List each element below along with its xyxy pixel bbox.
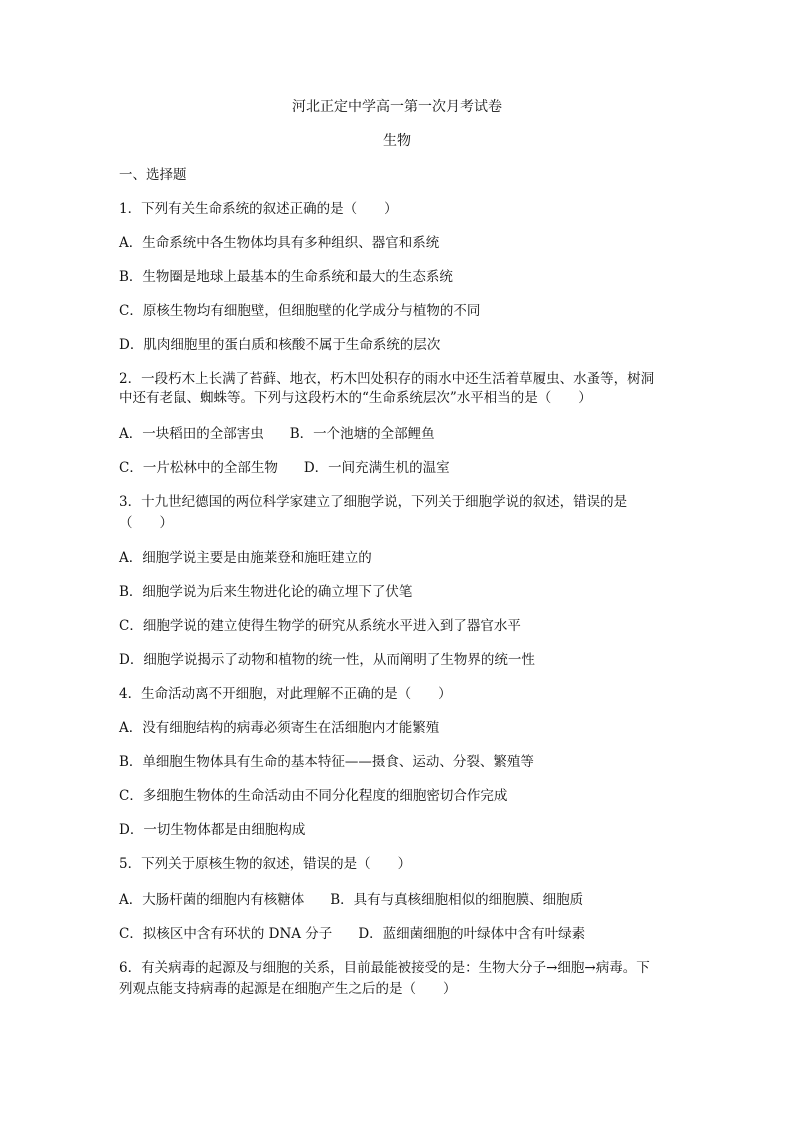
question-2-option-c: C．一片松林中的全部生物 [119, 460, 278, 476]
question-2-option-b: B．一个池塘的全部鲤鱼 [289, 426, 435, 442]
question-1-option-b: B．生物圈是地球上最基本的生命系统和最大的生态系统 [119, 269, 453, 285]
question-1-stem: 1．下列有关生命系统的叙述正确的是（ ） [119, 201, 398, 217]
question-5-option-c: C．拟核区中含有环状的 DNA 分子 [119, 926, 333, 942]
question-1-option-a: A．生命系统中各生物体均具有多种组织、器官和系统 [119, 235, 440, 251]
question-4-option-a: A．没有细胞结构的病毒必须寄生在活细胞内才能繁殖 [119, 720, 440, 736]
subject-title: 生物 [383, 133, 411, 149]
question-6-stem-line-1: 6．有关病毒的起源及与细胞的关系，目前最能被接受的是：生物大分子→细胞→病毒。下 [119, 960, 650, 976]
question-1-option-c: C．原核生物均有细胞壁，但细胞壁的化学成分与植物的不同 [119, 303, 481, 319]
question-3-stem-line-2: （ ） [119, 515, 173, 531]
section-heading: 一、选择题 [119, 167, 187, 183]
question-3-option-c: C．细胞学说的建立使得生物学的研究从系统水平进入到了器官水平 [119, 618, 521, 634]
question-3-option-b: B．细胞学说为后来生物进化论的确立埋下了伏笔 [119, 584, 413, 600]
question-2-option-a: A．一块稻田的全部害虫 [119, 426, 264, 442]
question-2-options-row-1 [119, 425, 679, 443]
question-2-stem-line-2: 中还有老鼠、蜘蛛等。下列与这段朽木的“生命系统层次”水平相当的是（ ） [119, 390, 592, 406]
question-4-option-d: D．一切生物体都是由细胞构成 [119, 822, 306, 838]
question-1-option-d: D．肌肉细胞里的蛋白质和核酸不属于生命系统的层次 [119, 337, 441, 353]
question-3-option-d: D．细胞学说揭示了动物和植物的统一性，从而阐明了生物界的统一性 [119, 652, 535, 668]
question-5-option-a: A．大肠杆菌的细胞内有核糖体 [119, 892, 305, 908]
question-4-option-b: B．单细胞生物体具有生命的基本特征——摄食、运动、分裂、繁殖等 [119, 754, 534, 770]
question-5-option-b: B．具有与真核细胞相似的细胞膜、细胞质 [330, 892, 584, 908]
question-3-option-a: A．细胞学说主要是由施莱登和施旺建立的 [119, 550, 372, 566]
question-5-options-row-2 [119, 925, 679, 943]
question-6-stem-line-2: 列观点能支持病毒的起源是在细胞产生之后的是（ ） [119, 981, 457, 997]
question-2-option-d: D．一间充满生机的温室 [303, 460, 450, 476]
question-2-stem-line-1: 2．一段朽木上长满了苔藓、地衣，朽木凹处积存的雨水中还生活着草履虫、水蚤等，树洞 [119, 371, 655, 387]
question-4-stem: 4．生命活动离不开细胞，对此理解不正确的是（ ） [119, 686, 452, 702]
question-5-options-row-1 [119, 891, 679, 909]
question-2-options-row-2 [119, 459, 679, 477]
question-5-stem: 5．下列关于原核生物的叙述，错误的是（ ） [119, 856, 412, 872]
question-5-option-d: D．蓝细菌细胞的叶绿体中含有叶绿素 [358, 926, 586, 942]
question-4-option-c: C．多细胞生物体的生命活动由不同分化程度的细胞密切合作完成 [119, 788, 508, 804]
exam-title: 河北正定中学高一第一次月考试卷 [292, 99, 502, 115]
question-3-stem-line-1: 3．十九世纪德国的两位科学家建立了细胞学说，下列关于细胞学说的叙述，错误的是 [119, 494, 628, 510]
